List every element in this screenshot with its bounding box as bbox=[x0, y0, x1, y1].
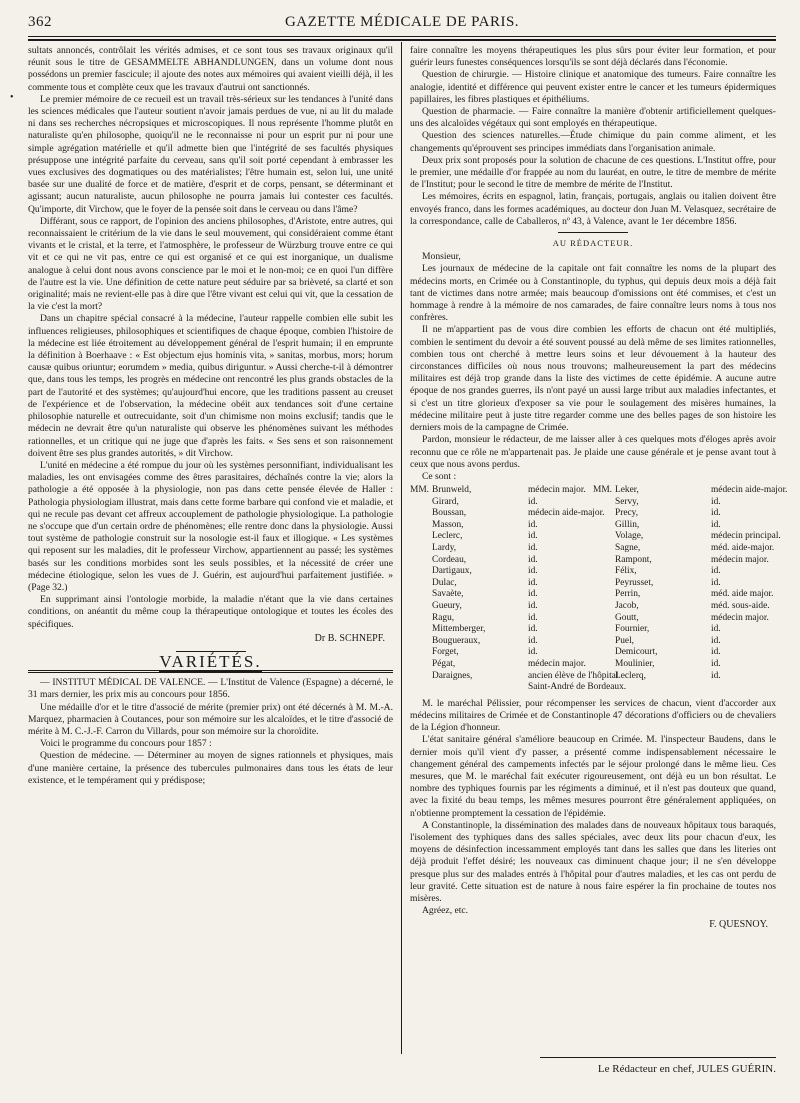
editor-line: Le Rédacteur en chef, JULES GUÉRIN. bbox=[597, 1063, 776, 1075]
person-role: médecin major. bbox=[711, 612, 769, 623]
name-row bbox=[593, 497, 776, 509]
person-role: id. bbox=[711, 496, 721, 507]
paragraph: En supprimant ainsi l'ontologie morbide, la maladie n'étant que la vie dans certaines conditions, on anéantit du même coup la thérapeutique ontologique et toutes les écoles des spécifiques. bbox=[28, 594, 393, 630]
person-name: Forget, bbox=[432, 647, 459, 658]
name-row bbox=[593, 601, 776, 613]
paragraph: L'état sanitaire général s'améliore beaucoup en Crimée. M. l'inspecteur Baudens, dans le dernier mois qu'il vient d'y passer, a présenté comme indispensablement nécessaire le changement général des campements infectés par le séjour prolongé dans le même lieu. Ces mesures, que M. le maréchal fait exécuter rigoureusement, ont déjà eu un bon résultat. Le nombre des typhiques fournis par les régiments a diminué, et il n'est pas douteux que quand, avec la fixité du beau temps, les mêmes mesures pourront être généralement appliquées, on n'obtienne promptement la cessation de l'épidémie. bbox=[410, 734, 776, 819]
name-row bbox=[410, 520, 593, 532]
salutation: Monsieur, bbox=[422, 251, 461, 263]
person-name: Pégat, bbox=[432, 659, 456, 670]
person-role: méd. sous-aide. bbox=[711, 601, 770, 612]
person-name: Goutt, bbox=[615, 612, 639, 623]
paragraph: Deux prix sont proposés pour la solution de chacune de ces questions. L'Institut offre, pour le premier, une médaille d'or frappée au nom du lauréat, en outre, le titre de membre de mérite de l'Institut; pour le second le titre de membre de mérite de l'Institut. bbox=[410, 154, 776, 191]
person-role: id. bbox=[711, 508, 721, 519]
person-role: id. bbox=[711, 647, 721, 658]
person-name: Rampont, bbox=[615, 554, 652, 565]
person-name: Precy, bbox=[615, 508, 639, 519]
person-name: Leker, bbox=[615, 485, 639, 496]
person-role: id. bbox=[528, 531, 538, 542]
paragraph: Question de chirurgie. — Histoire clinique et anatomique des tumeurs. Faire connaître les analogie, identité et différence qui peuvent exister entre le cancer et les tumeurs épidermiques papillaires, les fibres plastiques et épithéliums. bbox=[410, 69, 776, 105]
name-prefix: MM. bbox=[593, 485, 613, 496]
person-name: Puel, bbox=[615, 635, 635, 646]
person-name: Gillin, bbox=[615, 519, 640, 530]
name-row bbox=[593, 624, 776, 636]
paragraph: sultats annoncés, contrôlait les vérités admises, et ce sont tous ses travaux originaux qu'il réunit sous le titre de GESAMMELTE ABHANDLUNGEN, dans un volume dont nous possédons un premier fascicule; il ajoute des notes aux mémoires qui avaient vieilli déjà, il les commente tous et complète ceux que les travaux d'autrui ont sanctionnés. bbox=[28, 45, 393, 93]
person-name: Moulinier, bbox=[615, 659, 655, 670]
person-name: Boussan, bbox=[432, 508, 467, 519]
person-name: Savaète, bbox=[432, 589, 464, 600]
paragraph: L'unité en médecine a été rompue du jour où les systèmes personnifiant, individualisant les maladies, les ont envisagées comme des êtres parasitaires, déchaînés contre la vie; alors la pathologie a été opposée à la physiologie, non pas dans cette pensée élevée de Haller : Pathologia physiologiam illustrat, mais dans cette forme barbare qui confond vie et maladie, et qui ne recule pas devant cet affreux accouplement de pathologie physiologique. La pathologie ne s'occupe que d'un certain ordre de phénomènes; elle rentre donc dans la physiologie. Aussi tout système de pathologie construit sur la nosologie est-il faux et illogique. « Les systèmes qui reposent sur les maladies, dit le professeur Virchow, appartiennent au passé; les systèmes basés sur les conditions morbides sont les seuls possibles, et la nécessité de créer une médecine étiologique, selon les vues de J. Guérin, est aujourd'hui parfaitement justifiée. » (Page 32.) bbox=[28, 459, 393, 593]
name-row bbox=[593, 543, 776, 555]
name-row bbox=[410, 578, 593, 590]
person-name: Lardy, bbox=[432, 543, 457, 554]
person-name: Leclerq, bbox=[615, 670, 646, 681]
person-role: médecin major. bbox=[528, 485, 586, 496]
name-row bbox=[593, 578, 776, 590]
name-row bbox=[593, 508, 776, 520]
person-role: id. bbox=[711, 624, 721, 635]
name-row bbox=[410, 589, 593, 601]
person-role: Saint-André de Bordeaux. bbox=[528, 682, 627, 693]
name-row bbox=[410, 566, 593, 578]
person-role: id. bbox=[711, 519, 721, 530]
paragraph: Le premier mémoire de ce recueil est un travail très-sérieux sur les tendances à l'unité dans les sciences médicales que l'auteur soutient n'avoir jamais perdues de vue, ni au lit du malade ni dans ses recherches nécropsiques et microscopiques. Il nous représente l'homme plutôt en naturaliste qu'en philosophe, quoiqu'il ne le reconnaisse ni pour un esprit pur ni pour une simple agrégation matérielle et qu'il admette bien que l'intégrité de ses facultés physiques présuppose une intégrité parfaite du cerveau, sans qu'il soit porté cependant à embrasser les vues exclusives des dogmatiques ou des matérialistes; l'être humain est, selon lui, une unité basée sur une dualité de force et de matière, d'esprit et de corps, pensant, se déterminant et agissant; aucun naturaliste, aucun philosophe ne pourra jamais lui contester ces facultés. Qu'importe, dit Virchow, que le foyer de la pensée soit dans le cerveau ou dans l'âme? bbox=[28, 93, 393, 215]
paragraph: A Constantinople, la dissémination des malades dans de nouveaux hôpitaux tous baraqués, l'isolement des typhiques dans des salles spéciales, avec deux lits pour chacun d'eux, les moyens de désinfection incessamment employés tant dans les salles que dans les literies ont déjà produit l'effet désiré; les nouveaux cas diminuent chaque jour; il ne s'en développe presque plus sur des malades entrés à l'hôpital pour d'autres maladies, et les cas ont perdu de leur gravité. Cette situation est de nature à nous faire espérer la fin prochaine de toutes nos misères. bbox=[410, 819, 776, 905]
names-column-right bbox=[593, 485, 788, 694]
person-name: Dulac, bbox=[432, 577, 457, 588]
letter-signature: F. QUESNOY. bbox=[709, 919, 768, 931]
paragraph: Les mémoires, écrits en espagnol, latin, français, portugais, anglais ou italien doivent être envoyés franco, dans les formes académiques, au docteur don Juan M. Velasquez, secrétaire de la correspondance, calle de Caballeros, nº 43, à Valence, avant le 1er décembre 1856. bbox=[410, 191, 776, 227]
list-intro: Ce sont : bbox=[422, 470, 457, 482]
name-row bbox=[410, 670, 619, 683]
name-row bbox=[593, 566, 776, 578]
paragraph: M. le maréchal Pélissier, pour récompenser les services de chacun, vient d'accorder aux médecins militaires de Crimée et de Constantinople 47 décorations d'officiers ou de chevaliers de la Légion d'honneur. bbox=[410, 697, 776, 734]
person-role: méd. aide-major. bbox=[711, 543, 775, 554]
name-row bbox=[593, 589, 776, 601]
person-name: Cordeau, bbox=[432, 554, 467, 565]
person-name: Servy, bbox=[615, 496, 639, 507]
person-role: id. bbox=[528, 647, 538, 658]
name-row bbox=[593, 647, 776, 659]
person-role: id. bbox=[528, 589, 538, 600]
person-name: Perrin, bbox=[615, 589, 641, 600]
left-column bbox=[28, 45, 393, 787]
journal-title: GAZETTE MÉDICALE DE PARIS. bbox=[284, 14, 520, 30]
name-row bbox=[410, 601, 593, 613]
name-row bbox=[410, 659, 593, 671]
name-row bbox=[410, 555, 593, 567]
letter-heading: AU RÉDACTEUR. bbox=[552, 238, 634, 249]
paragraph: Question de pharmacie. — Faire connaître la manière d'obtenir artificiellement quelques-uns des alcaloïdes végétaux qui sont employés en thérapeutique. bbox=[410, 106, 776, 130]
person-role: méd. aide major. bbox=[711, 589, 774, 600]
person-name: Masson, bbox=[432, 519, 464, 530]
column-divider bbox=[401, 42, 402, 1054]
person-role: id. bbox=[528, 577, 538, 588]
page-number: 362 bbox=[28, 14, 52, 30]
person-role: id. bbox=[528, 519, 538, 530]
person-name: Jacob, bbox=[615, 601, 639, 612]
person-name: Leclerc, bbox=[432, 531, 463, 542]
person-name: Mittemberger, bbox=[432, 624, 486, 635]
name-row bbox=[593, 485, 788, 497]
name-row bbox=[593, 671, 776, 683]
person-name: Volage, bbox=[615, 531, 644, 542]
person-role: médecin major. bbox=[528, 659, 586, 670]
person-name: Félix, bbox=[615, 566, 637, 577]
person-role: id. bbox=[528, 601, 538, 612]
person-role: médecin aide-major. bbox=[528, 508, 605, 519]
name-prefix: MM. bbox=[410, 485, 430, 496]
name-row bbox=[410, 497, 593, 509]
name-row bbox=[410, 613, 593, 625]
person-role: id. bbox=[528, 554, 538, 565]
person-role: ancien élève de l'hôpital bbox=[528, 670, 619, 681]
person-role: médecin major. bbox=[711, 554, 769, 565]
person-name: Sagne, bbox=[615, 543, 641, 554]
footer-rule bbox=[540, 1057, 776, 1058]
paragraph: Question de médecine. — Déterminer au moyen de signes rationnels et physiques, mais d'une manière certaine, la présence des tubercules pulmonaires dans tous les états de leur existence, et le tempérament qui y prédispose; bbox=[28, 750, 393, 786]
name-row bbox=[593, 659, 776, 671]
person-role: id. bbox=[528, 566, 538, 577]
person-role: id. bbox=[711, 566, 721, 577]
paragraph: faire connaître les moyens thérapeutiques les plus sûrs pour éviter leur formation, et pour guérir leurs funestes conséquences lorsqu'ils se sont déjà déclarés dans l'économie. bbox=[410, 45, 776, 69]
person-role: médecin aide-major. bbox=[711, 485, 788, 496]
paragraph: Dans un chapitre spécial consacré à la médecine, l'auteur rappelle combien elle subit les influences religieuses, philosophiques et scientifiques de chaque époque, combien l'histoire de la médecine est liée étroitement au développement général de l'esprit humain; il en emprunte la définition à Boerhaave : « Est objectum ejus hominis vita, » sanitas, morbus, mors; horum causæ quibus oriuntur; eorumdem » media, quibus diriguntur. » Aussi cherche-t-il à démontrer que, dans tous les temps, les progrès en médecine ont rencontré les plus grands obstacles de la part de l'autorité et des systèmes; qu'aujourd'hui encore, que les traditions passent au creuset de l'expérience et de l'observation, la médecine obéit aux tendances soit d'une certaine philosophie naturelle et outrecuidante, soit d'un chimisme non moins exclusif; tandis que le médecin ne devrait être qu'un naturaliste qui observe les phénomènes suivant les méthodes rationnelles, et un critique qui ne juge que d'après les faits. « Ses sens et son raisonnement doivent être ses plus grandes autorités, » dit Virchow. bbox=[28, 313, 393, 459]
paragraph: Voici le programme du concours pour 1857 : bbox=[40, 738, 212, 750]
name-row bbox=[410, 636, 593, 648]
section-separator bbox=[558, 232, 628, 233]
name-row bbox=[410, 508, 605, 520]
name-row bbox=[410, 647, 593, 659]
name-row bbox=[593, 520, 776, 532]
person-role: id. bbox=[528, 612, 538, 623]
name-row bbox=[593, 613, 776, 625]
person-role: id. bbox=[528, 496, 538, 507]
name-row bbox=[410, 682, 627, 694]
page-header bbox=[28, 10, 776, 36]
closing: Agréez, etc. bbox=[422, 905, 469, 917]
person-role: id. bbox=[528, 543, 538, 554]
names-list bbox=[410, 485, 788, 694]
person-name: Gueury, bbox=[432, 601, 462, 612]
person-role: id. bbox=[711, 659, 721, 670]
person-role: id. bbox=[711, 670, 721, 681]
person-name: Daraignes, bbox=[432, 670, 473, 681]
person-role: id. bbox=[711, 635, 721, 646]
name-row bbox=[410, 543, 593, 555]
person-name: Brunweld, bbox=[432, 485, 472, 496]
author-signature: Dr B. SCHNEPF. bbox=[314, 632, 385, 644]
person-role: médecin principal. bbox=[711, 531, 781, 542]
person-name: Girard, bbox=[432, 496, 459, 507]
person-name: Bougueraux, bbox=[432, 635, 481, 646]
name-row bbox=[593, 555, 776, 567]
name-row bbox=[410, 531, 593, 543]
margin-bullet: • bbox=[10, 92, 14, 103]
person-role: id. bbox=[528, 624, 538, 635]
name-row bbox=[593, 531, 781, 543]
header-rule bbox=[28, 36, 776, 37]
paragraph: Une médaille d'or et le titre d'associé de mérite (premier prix) ont été décernés à M. M.-A. Marquez, pharmacien à Coutances, pour son mémoire sur les alcaloïdes, et le titre d'associé de mérite à M. C.-J.-F. Carron du Villards, pour son mémoire sur la choroïdite. bbox=[28, 701, 393, 737]
person-role: id. bbox=[528, 635, 538, 646]
person-name: Peyrusset, bbox=[615, 577, 654, 588]
section-title bbox=[28, 651, 393, 671]
paragraph: Il ne m'appartient pas de vous dire combien les efforts de chacun ont été multipliés, combien le sentiment du devoir a été souvent poussé au delà même de ses limites rationnelles, combien tous ont cherché à mettre leurs soins et leur dévouement à la hauteur des circonstances difficiles où nous nous trouvons; malheureusement la part des médecins militaires est déjà trop grande dans la liste des victimes de cette épidémie. A aucune autre époque de nos grandes guerres, ils n'ont payé un aussi large tribut aux maladies infectantes, et si c'est un titre glorieux d'exposer sa vie pour le soulagement des misères humaines, la médecine militaire peut à juste titre regarder comme une des belles pages de son histoire les derniers mois de la campagne de Crimée. bbox=[410, 324, 776, 434]
name-row bbox=[410, 485, 593, 497]
person-name: Ragu, bbox=[432, 612, 455, 623]
header-rule-thick bbox=[28, 39, 776, 41]
name-row bbox=[593, 636, 776, 648]
varietes-heading: VARIÉTÉS. bbox=[159, 651, 262, 671]
paragraph: Question des sciences naturelles.—Étude chimique du pain comme aliment, et les changements qu'éprouvent ses principes immédiats dans l'organisation animale. bbox=[410, 130, 776, 154]
right-column bbox=[410, 45, 788, 938]
name-row bbox=[410, 624, 593, 636]
paragraph: — INSTITUT MÉDICAL DE VALENCE. — L'Institut de Valence (Espagne) a décerné, le 31 mars dernier, les prix mis au concours pour 1856. bbox=[28, 677, 393, 701]
person-name: Fournier, bbox=[615, 624, 650, 635]
person-role: id. bbox=[711, 577, 721, 588]
paragraph: Les journaux de médecine de la capitale ont fait connaître les noms de la plupart des médecins morts, en Crimée ou à Constantinople, du typhus, qui depuis deux mois a déjà fait tant de victimes dans notre armée; mais beaucoup d'omissions ont été commises, et c'est un hommage à rendre à la mémoire de nos camarades, de faire connaître leurs noms à tous nos confrères. bbox=[410, 263, 776, 324]
paragraph: Différant, sous ce rapport, de l'opinion des anciens philosophes, d'Aristote, entre autres, qui reconnaissaient le critérium de la vie dans le seul mouvement, qui considéraient comme étant vivants et le cristal, et la terre, et l'atmosphère, le professeur de Würzburg trouve entre ce qui vit et ce qui ne vit pas, entre ce qui est organisé et ce qui est inorganique, un dualisme analogue à celui dont nous avons conscience par le moi et le non-moi; ce en quoi l'un diffère de l'autre est la vie. Une définition de cette nature peut séduire par sa brièveté, sa clarté et son originalité; mais ne revient-elle pas à dire que l'être vivant est celui qui vit, que la cessation de la vie c'est la mort? bbox=[28, 215, 393, 313]
person-name: Demicourt, bbox=[615, 647, 658, 658]
person-name: Dartigaux, bbox=[432, 566, 472, 577]
paragraph: Pardon, monsieur le rédacteur, de me laisser aller à ces quelques mots d'éloges après avoir reconnu que ce rôle ne m'appartenait pas. Je plaide une cause générale et je pense avant tout à ceux que nous avons perdus. bbox=[410, 434, 776, 470]
